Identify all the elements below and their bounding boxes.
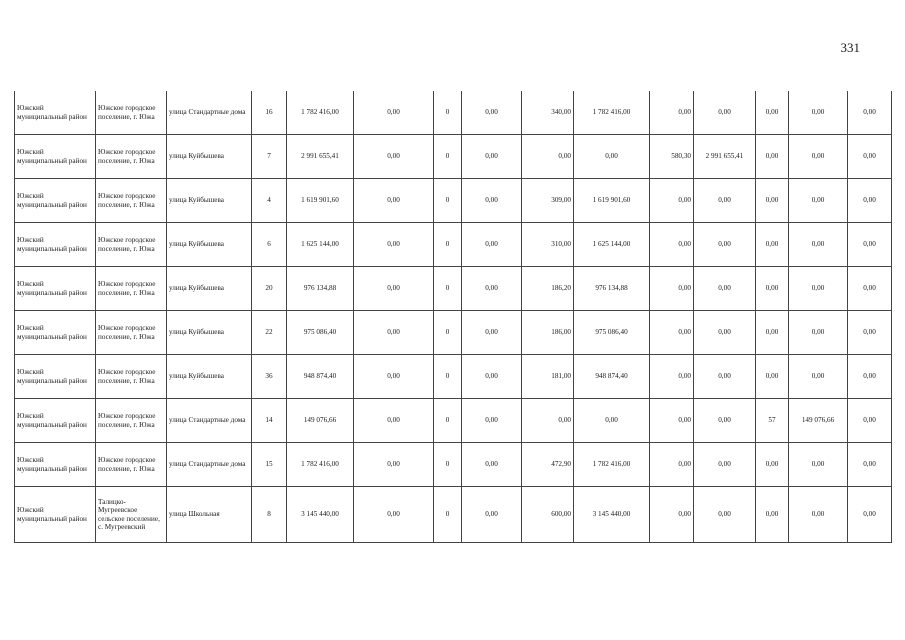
count-cell: 0,00 bbox=[756, 135, 789, 179]
amount-cell: 1 625 144,00 bbox=[574, 223, 650, 267]
area-cell: 472,90 bbox=[522, 443, 574, 487]
table-row bbox=[15, 487, 892, 543]
amount-cell: 1 782 416,00 bbox=[574, 443, 650, 487]
value-cell: 0,00 bbox=[462, 223, 522, 267]
settlement-cell: Талицко-Мугреевское сельское поселение, с. Мугреевский bbox=[96, 487, 167, 543]
street-cell: улица Стандартные дома bbox=[167, 399, 252, 443]
value-cell: 0,00 bbox=[848, 267, 892, 311]
table-row bbox=[15, 267, 892, 311]
settlement-cell: Южское городское поселение, г. Южа bbox=[96, 91, 167, 135]
count-cell: 0,00 bbox=[756, 487, 789, 543]
amount-cell: 2 991 655,41 bbox=[287, 135, 354, 179]
district-cell: Южский муниципальный район bbox=[15, 223, 96, 267]
settlement-cell: Южское городское поселение, г. Южа bbox=[96, 443, 167, 487]
house-number-cell: 6 bbox=[252, 223, 287, 267]
value-cell: 0,00 bbox=[462, 355, 522, 399]
district-cell: Южский муниципальный район bbox=[15, 311, 96, 355]
table-row bbox=[15, 311, 892, 355]
amount-cell: 149 076,66 bbox=[287, 399, 354, 443]
amount-cell: 1 619 901,60 bbox=[287, 179, 354, 223]
settlement-cell: Южское городское поселение, г. Южа bbox=[96, 135, 167, 179]
count-cell: 0,00 bbox=[756, 443, 789, 487]
value-cell: 0,00 bbox=[354, 135, 434, 179]
area-cell: 0,00 bbox=[650, 355, 694, 399]
amount-cell: 0,00 bbox=[694, 443, 756, 487]
count-cell: 0,00 bbox=[756, 311, 789, 355]
value-cell: 0,00 bbox=[848, 223, 892, 267]
area-cell: 309,00 bbox=[522, 179, 574, 223]
area-cell: 186,00 bbox=[522, 311, 574, 355]
amount-cell: 0,00 bbox=[694, 223, 756, 267]
amount-cell: 948 874,40 bbox=[574, 355, 650, 399]
district-cell: Южский муниципальный район bbox=[15, 443, 96, 487]
amount-cell: 0,00 bbox=[789, 355, 848, 399]
value-cell: 0,00 bbox=[462, 91, 522, 135]
street-cell: улица Куйбышева bbox=[167, 135, 252, 179]
value-cell: 0,00 bbox=[848, 399, 892, 443]
table-row bbox=[15, 91, 892, 135]
amount-cell: 0,00 bbox=[789, 443, 848, 487]
district-cell: Южский муниципальный район bbox=[15, 487, 96, 543]
table-row bbox=[15, 135, 892, 179]
amount-cell: 1 782 416,00 bbox=[574, 91, 650, 135]
count-cell: 0,00 bbox=[756, 355, 789, 399]
amount-cell: 948 874,40 bbox=[287, 355, 354, 399]
house-number-cell: 15 bbox=[252, 443, 287, 487]
amount-cell: 1 625 144,00 bbox=[287, 223, 354, 267]
street-cell: улица Куйбышева bbox=[167, 355, 252, 399]
value-cell: 0,00 bbox=[462, 443, 522, 487]
settlement-cell: Южское городское поселение, г. Южа bbox=[96, 267, 167, 311]
settlement-cell: Южское городское поселение, г. Южа bbox=[96, 223, 167, 267]
amount-cell: 0,00 bbox=[694, 311, 756, 355]
settlement-cell: Южское городское поселение, г. Южа bbox=[96, 399, 167, 443]
area-cell: 0,00 bbox=[522, 399, 574, 443]
area-cell: 186,20 bbox=[522, 267, 574, 311]
house-number-cell: 16 bbox=[252, 91, 287, 135]
amount-cell: 0,00 bbox=[694, 179, 756, 223]
house-number-cell: 22 bbox=[252, 311, 287, 355]
street-cell: улица Куйбышева bbox=[167, 311, 252, 355]
value-cell: 0,00 bbox=[462, 487, 522, 543]
page-number: 331 bbox=[840, 40, 860, 55]
housing-registry-table bbox=[14, 91, 892, 543]
count-cell: 0 bbox=[434, 179, 462, 223]
amount-cell: 0,00 bbox=[574, 135, 650, 179]
table-row bbox=[15, 443, 892, 487]
area-cell: 600,00 bbox=[522, 487, 574, 543]
amount-cell: 3 145 440,00 bbox=[574, 487, 650, 543]
district-cell: Южский муниципальный район bbox=[15, 135, 96, 179]
street-cell: улица Школьная bbox=[167, 487, 252, 543]
value-cell: 0,00 bbox=[354, 355, 434, 399]
settlement-cell: Южское городское поселение, г. Южа bbox=[96, 355, 167, 399]
count-cell: 0,00 bbox=[756, 267, 789, 311]
amount-cell: 975 086,40 bbox=[574, 311, 650, 355]
amount-cell: 0,00 bbox=[694, 355, 756, 399]
area-cell: 0,00 bbox=[650, 399, 694, 443]
house-number-cell: 36 bbox=[252, 355, 287, 399]
value-cell: 0,00 bbox=[462, 399, 522, 443]
table-row bbox=[15, 179, 892, 223]
amount-cell: 2 991 655,41 bbox=[694, 135, 756, 179]
count-cell: 0,00 bbox=[756, 223, 789, 267]
area-cell: 0,00 bbox=[650, 223, 694, 267]
count-cell: 0,00 bbox=[756, 179, 789, 223]
amount-cell: 0,00 bbox=[789, 179, 848, 223]
value-cell: 0,00 bbox=[354, 443, 434, 487]
amount-cell: 0,00 bbox=[789, 223, 848, 267]
area-cell: 0,00 bbox=[650, 91, 694, 135]
street-cell: улица Куйбышева bbox=[167, 267, 252, 311]
table-row bbox=[15, 399, 892, 443]
amount-cell: 0,00 bbox=[789, 135, 848, 179]
amount-cell: 0,00 bbox=[694, 487, 756, 543]
count-cell: 0 bbox=[434, 487, 462, 543]
amount-cell: 0,00 bbox=[694, 399, 756, 443]
value-cell: 0,00 bbox=[354, 223, 434, 267]
street-cell: улица Стандартные дома bbox=[167, 91, 252, 135]
house-number-cell: 14 bbox=[252, 399, 287, 443]
count-cell: 0 bbox=[434, 135, 462, 179]
count-cell: 0 bbox=[434, 223, 462, 267]
amount-cell: 149 076,66 bbox=[789, 399, 848, 443]
count-cell: 0 bbox=[434, 311, 462, 355]
area-cell: 0,00 bbox=[650, 311, 694, 355]
value-cell: 0,00 bbox=[848, 443, 892, 487]
value-cell: 0,00 bbox=[354, 311, 434, 355]
table-row bbox=[15, 355, 892, 399]
table-body bbox=[15, 91, 892, 543]
amount-cell: 0,00 bbox=[789, 267, 848, 311]
district-cell: Южский муниципальный район bbox=[15, 355, 96, 399]
district-cell: Южский муниципальный район bbox=[15, 399, 96, 443]
house-number-cell: 8 bbox=[252, 487, 287, 543]
table-row bbox=[15, 223, 892, 267]
count-cell: 57 bbox=[756, 399, 789, 443]
amount-cell: 0,00 bbox=[694, 267, 756, 311]
amount-cell: 0,00 bbox=[789, 487, 848, 543]
settlement-cell: Южское городское поселение, г. Южа bbox=[96, 311, 167, 355]
area-cell: 0,00 bbox=[650, 267, 694, 311]
count-cell: 0 bbox=[434, 355, 462, 399]
area-cell: 340,00 bbox=[522, 91, 574, 135]
amount-cell: 1 782 416,00 bbox=[287, 443, 354, 487]
value-cell: 0,00 bbox=[848, 179, 892, 223]
amount-cell: 1 782 416,00 bbox=[287, 91, 354, 135]
count-cell: 0 bbox=[434, 443, 462, 487]
amount-cell: 0,00 bbox=[789, 311, 848, 355]
value-cell: 0,00 bbox=[354, 487, 434, 543]
amount-cell: 975 086,40 bbox=[287, 311, 354, 355]
count-cell: 0,00 bbox=[756, 91, 789, 135]
amount-cell: 0,00 bbox=[789, 91, 848, 135]
amount-cell: 3 145 440,00 bbox=[287, 487, 354, 543]
area-cell: 0,00 bbox=[522, 135, 574, 179]
amount-cell: 1 619 901,60 bbox=[574, 179, 650, 223]
value-cell: 0,00 bbox=[462, 135, 522, 179]
district-cell: Южский муниципальный район bbox=[15, 267, 96, 311]
district-cell: Южский муниципальный район bbox=[15, 91, 96, 135]
area-cell: 580,30 bbox=[650, 135, 694, 179]
count-cell: 0 bbox=[434, 91, 462, 135]
house-number-cell: 7 bbox=[252, 135, 287, 179]
value-cell: 0,00 bbox=[462, 267, 522, 311]
street-cell: улица Куйбышева bbox=[167, 223, 252, 267]
street-cell: улица Куйбышева bbox=[167, 179, 252, 223]
value-cell: 0,00 bbox=[848, 91, 892, 135]
value-cell: 0,00 bbox=[848, 487, 892, 543]
street-cell: улица Стандартные дома bbox=[167, 443, 252, 487]
house-number-cell: 20 bbox=[252, 267, 287, 311]
value-cell: 0,00 bbox=[354, 399, 434, 443]
count-cell: 0 bbox=[434, 399, 462, 443]
district-cell: Южский муниципальный район bbox=[15, 179, 96, 223]
area-cell: 0,00 bbox=[650, 443, 694, 487]
value-cell: 0,00 bbox=[462, 311, 522, 355]
area-cell: 310,00 bbox=[522, 223, 574, 267]
settlement-cell: Южское городское поселение, г. Южа bbox=[96, 179, 167, 223]
area-cell: 0,00 bbox=[650, 487, 694, 543]
area-cell: 0,00 bbox=[650, 179, 694, 223]
value-cell: 0,00 bbox=[462, 179, 522, 223]
area-cell: 181,00 bbox=[522, 355, 574, 399]
value-cell: 0,00 bbox=[354, 267, 434, 311]
count-cell: 0 bbox=[434, 267, 462, 311]
value-cell: 0,00 bbox=[848, 355, 892, 399]
amount-cell: 0,00 bbox=[574, 399, 650, 443]
amount-cell: 976 134,88 bbox=[574, 267, 650, 311]
value-cell: 0,00 bbox=[848, 311, 892, 355]
value-cell: 0,00 bbox=[354, 91, 434, 135]
amount-cell: 0,00 bbox=[694, 91, 756, 135]
amount-cell: 976 134,88 bbox=[287, 267, 354, 311]
house-number-cell: 4 bbox=[252, 179, 287, 223]
value-cell: 0,00 bbox=[848, 135, 892, 179]
value-cell: 0,00 bbox=[354, 179, 434, 223]
